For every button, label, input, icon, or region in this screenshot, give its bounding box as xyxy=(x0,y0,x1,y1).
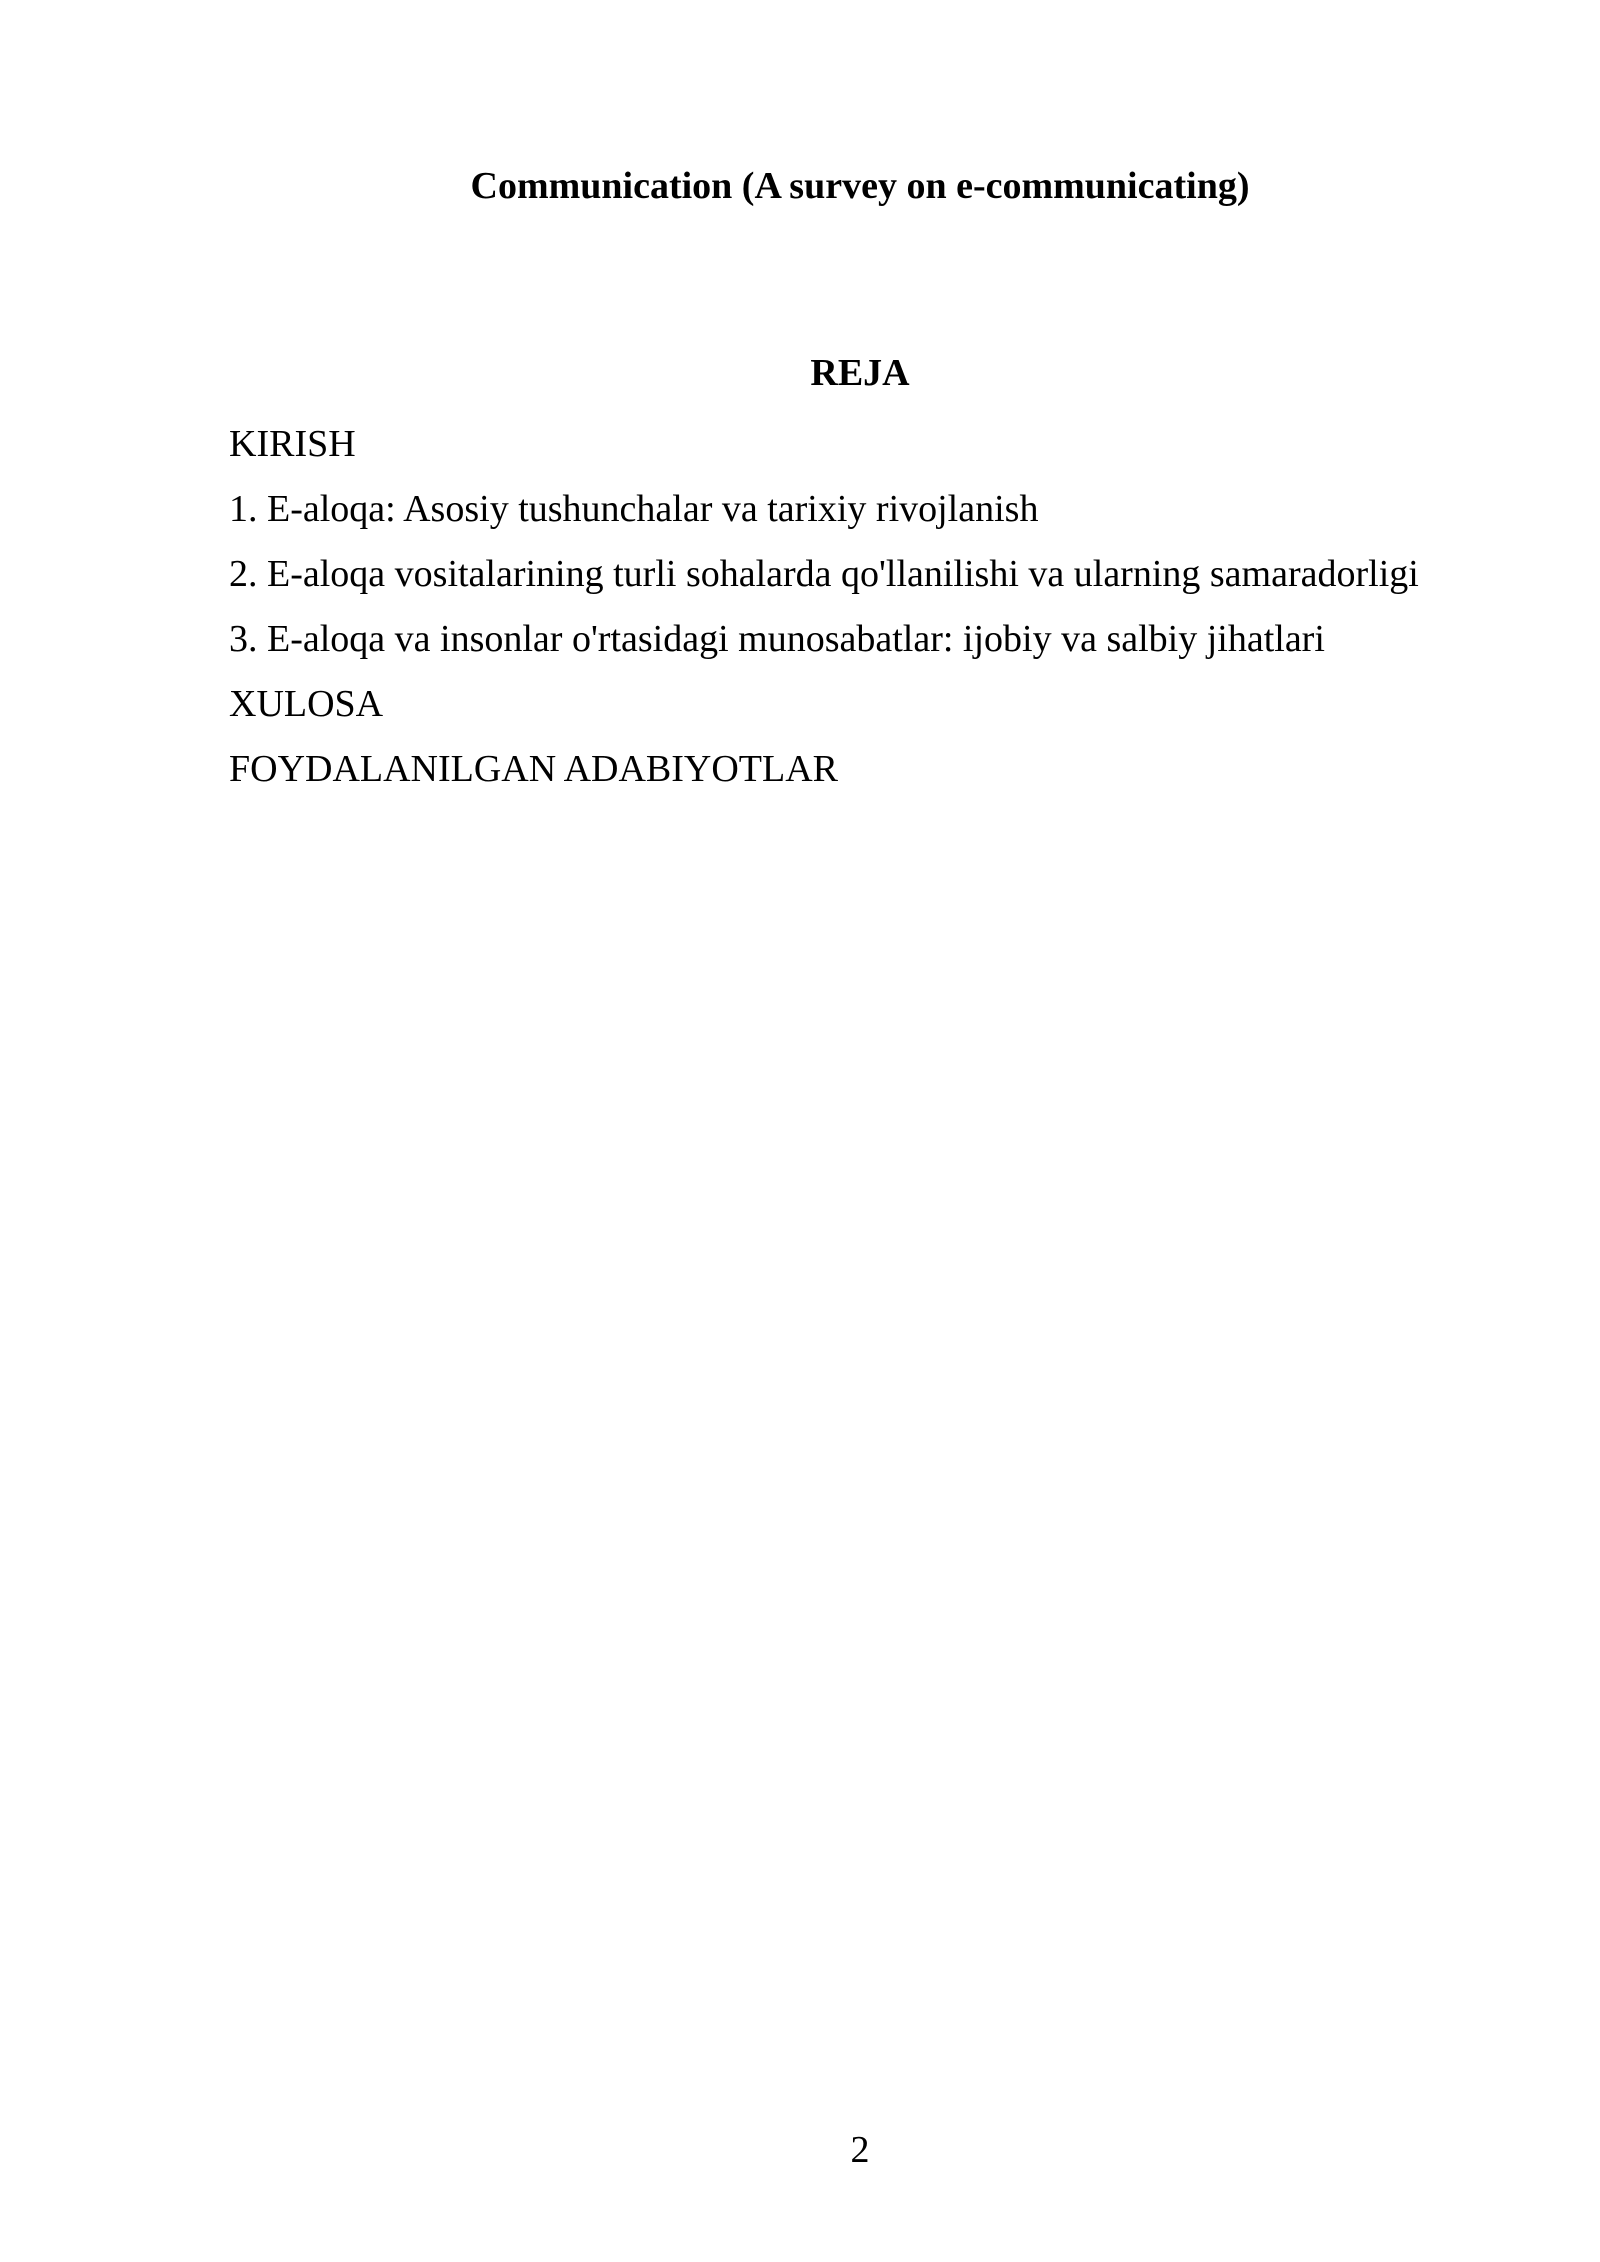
document-title: Communication (A survey on e-communicating) xyxy=(470,165,1250,207)
table-of-contents xyxy=(229,418,1519,808)
toc-item-1: 1. E-aloqa: Asosiy tushunchalar va tarixiy rivojlanish xyxy=(229,488,1039,530)
toc-item-adabiyotlar: FOYDALANILGAN ADABIYOTLAR xyxy=(229,748,839,790)
toc-item-kirish: KIRISH xyxy=(229,423,356,465)
toc-item-2: 2. E-aloqa vositalarining turli sohalarda qo'llanilishi va ularning samaradorligi xyxy=(229,553,1419,595)
toc-item-3: 3. E-aloqa va insonlar o'rtasidagi munosabatlar: ijobiy va salbiy jihatlari xyxy=(229,618,1325,660)
plan-heading: REJA xyxy=(810,352,910,394)
toc-item-xulosa: XULOSA xyxy=(229,683,384,725)
page-number: 2 xyxy=(850,2129,870,2171)
